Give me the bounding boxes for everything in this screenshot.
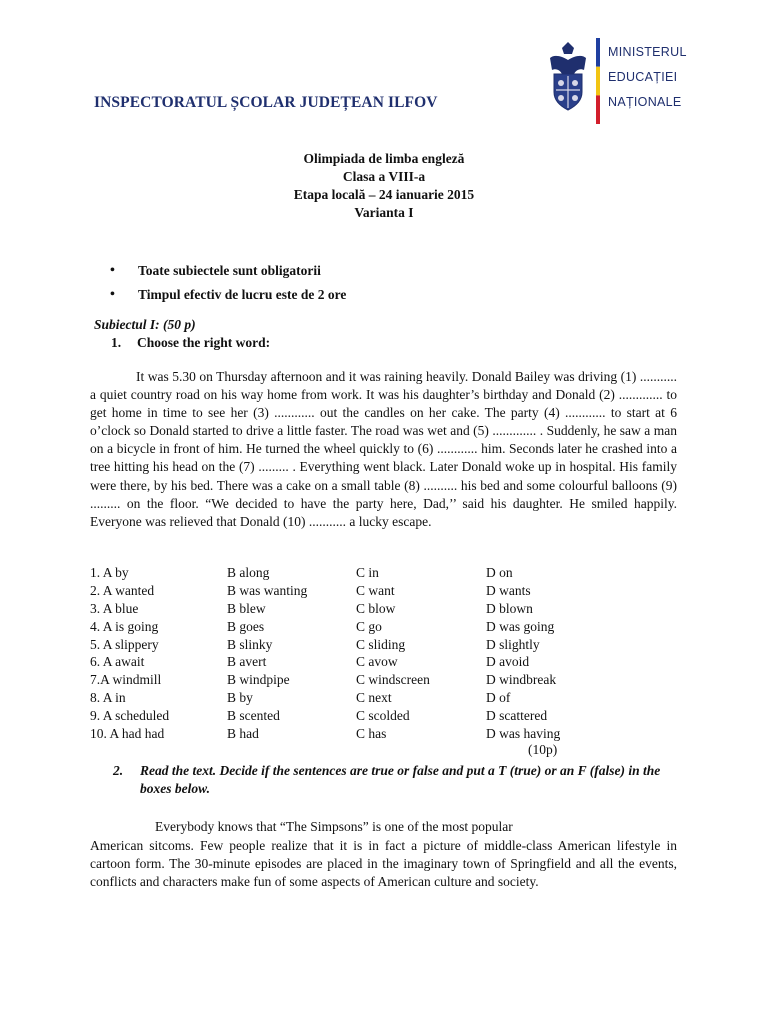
option-cell: B avert	[227, 654, 267, 670]
cloze-paragraph: It was 5.30 on Thursday afternoon and it was raining heavily. Donald Bailey was driving (1) ........... a quiet country road on his way home from work. It was his daughter’s birthday and Donald (2) ............. to get home in time to see her (3) ............ out the candles on her cake. The party (4) ............ to start at 6 o’clock so Donald started to drive a little faster. The road was wet and (5) ............. . Suddenly, he saw a man on a bicycle in front of him. He turned the wheel quickly to (6) ............ him. Seconds later he crashed into a tree hitting his head on the (7) ......... . Everything went black. Later Donald woke up in hospital. His family were there, by his bed. There was a cake on a small table (8) .......... his bed and some colourful balloons (9) ......... on the floor. “We decided to have the party here, Dad,’’ said his daughter. He smiled happily. Everyone was relieved that Donald (10) ........... a lucky escape.	[90, 369, 677, 529]
option-cell: 8. A in	[90, 690, 126, 706]
option-cell: 5. A slippery	[90, 636, 159, 652]
points-label: (10p)	[528, 742, 558, 757]
list-item: • Toate subiectele sunt obligatorii	[110, 259, 346, 283]
task-title: Read the text. Decide if the sentences are true or false and put a T (true) or an F (false) in the boxes below.	[140, 763, 661, 796]
option-cell: 3. A blue	[90, 600, 139, 616]
option-cell: 1. A by	[90, 565, 129, 580]
option-cell: D wants	[486, 582, 531, 598]
stage-date: Etapa locală – 24 ianuarie 2015	[293, 187, 475, 202]
option-cell: C sliding	[356, 636, 406, 652]
option-cell: C scolded	[356, 708, 410, 724]
task-2-title	[113, 762, 679, 798]
option-cell: 9. A scheduled	[90, 708, 170, 724]
option-cell: 2. A wanted	[90, 582, 155, 598]
option-cell: B slinky	[227, 636, 273, 652]
option-cell: C in	[356, 565, 379, 580]
option-cell: B along	[227, 565, 270, 580]
option-cell: C has	[356, 726, 387, 742]
option-cell: B blew	[227, 600, 266, 616]
reading-text-first-line: Everybody knows that “The Simpsons” is one of the most popular	[155, 819, 513, 834]
option-cell: B had	[227, 726, 259, 742]
ministry-logo-text	[608, 40, 687, 115]
ministry-line: NAȚIONALE	[608, 95, 682, 109]
task-title: Choose the right word:	[137, 335, 271, 350]
coat-of-arms-icon	[544, 40, 592, 112]
option-cell: D was having	[486, 726, 561, 742]
option-cell: C blow	[356, 600, 396, 616]
task-number: 2.	[113, 763, 124, 778]
inspectorate-title: INSPECTORATUL ȘCOLAR JUDEȚEAN ILFOV	[94, 94, 438, 111]
option-cell: B windpipe	[227, 672, 290, 688]
option-cell: D of	[486, 690, 511, 706]
instructions-list	[110, 259, 346, 307]
olympiad-title: Olimpiada de limba engleză	[303, 151, 465, 166]
task-1-title	[111, 335, 270, 351]
option-cell: C windscreen	[356, 672, 430, 688]
option-cell: D slightly	[486, 636, 540, 652]
tricolor-flag-icon	[596, 38, 600, 124]
option-cell: B goes	[227, 618, 265, 634]
option-cell: D was going	[486, 618, 555, 634]
option-cell: B by	[227, 690, 253, 706]
option-cell: B was wanting	[227, 582, 308, 598]
option-cell: D on	[486, 565, 513, 580]
option-cell: B scented	[227, 708, 280, 724]
option-cell: 7.A windmill	[90, 672, 162, 688]
option-cell: C avow	[356, 654, 398, 670]
option-cell: D blown	[486, 600, 533, 616]
class-title: Clasa a VIII-a	[342, 169, 426, 184]
option-cell: D scattered	[486, 708, 548, 724]
option-cell: C next	[356, 690, 392, 706]
option-cell: 6. A await	[90, 654, 145, 670]
variant-title: Varianta I	[354, 205, 414, 220]
option-cell: C go	[356, 618, 382, 634]
subject-heading: Subiectul I: (50 p)	[94, 317, 196, 332]
option-cell: 10. A had had	[90, 726, 165, 742]
ministry-line: MINISTERUL	[608, 45, 687, 59]
option-cell: D windbreak	[486, 672, 557, 688]
reading-text: American sitcoms. Few people realize that it is in fact a picture of middle-class American lifestyle in cartoon form. The 30-minute episodes are placed in the imaginary town of Springfield and all the events, conflicts and characters make fun of some aspects of American culture and society.	[90, 838, 677, 889]
option-cell: C want	[356, 582, 395, 598]
list-item: • Timpul efectiv de lucru este de 2 ore	[110, 283, 346, 307]
option-cell: D avoid	[486, 654, 530, 670]
option-cell: 4. A is going	[90, 618, 159, 634]
ministry-line: EDUCAȚIEI	[608, 70, 678, 84]
task-number: 1.	[111, 335, 122, 350]
